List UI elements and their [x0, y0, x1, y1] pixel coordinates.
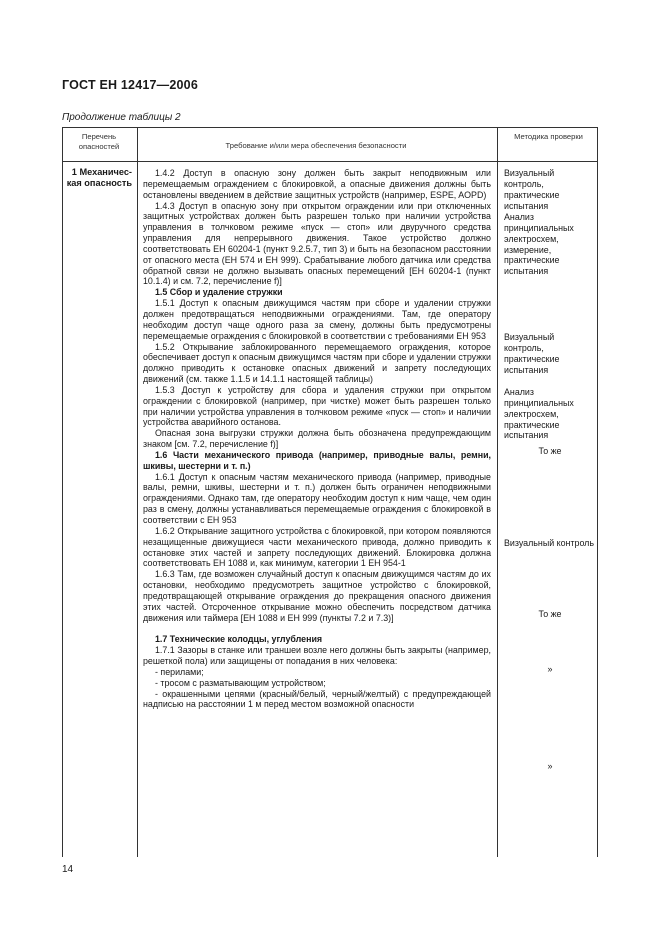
requirement-paragraph: 1.7.1 Зазоры в станке или траншеи возле него должны быть закрыты (например, решеткой пола) или защищены от попадания в них человека: — [143, 645, 491, 666]
hazard-table — [62, 127, 598, 857]
test-method-cell: » — [547, 761, 553, 771]
requirement-paragraph: 1.6.3 Там, где возможен случайный доступ к опасным движущимся частям до их остановки, необходимо предусмотреть защитное устройство с блокировкой, предотвращающей открывание ограждения до прекращения опасного движения этих частей. Отсроченное открывание можно обеспечить посредством датчика движения или таймера [ЕН 1088 и ЕН 999 (пункты 7.2 и 7.3)] — [143, 569, 491, 623]
document-title: ГОСТ ЕН 12417—2006 — [62, 78, 198, 92]
table-header-divider — [62, 161, 598, 162]
requirement-paragraph: 1.5.3 Доступ к устройству для сбора и удаления стружки при открытом ограждении с блокировкой (например, при чистке) может быть разрешен только при наличии устройства управления в толчковом режиме «пуск — стоп» и наличии устройства аварийного останова. — [143, 384, 491, 428]
spacer — [143, 623, 491, 634]
requirement-paragraph: - тросом с разматывающим устройством; — [155, 677, 326, 688]
requirement-paragraph: 1.4.3 Доступ в опасную зону при открытом ограждении или при отключенных защитных устройствах должен быть разрешен только при наличии устройства управления в толчковом режиме «пуск — стоп» или двуручного средства управления для непрерывного движения. Такое устройство должно соответствовать ЕН 60204-1 (пункт 9.2.5.7, тип 3) и быть на безопасном расстоянии от опасного места (ЕН 574 и ЕН 999). Срабатывание любого датчика или средства обратной связи не должно вызывать опасных перемещений [ЕН 60204-1 (пункт 10.1.4) и см. 7.2, перечисление f)] — [143, 200, 491, 287]
test-method-cell: » — [547, 664, 553, 674]
section-heading: 1.5 Сбор и удаление стружки — [155, 287, 283, 298]
section-heading: 1.6 Части механического привода (например, приводные валы, ремни, шкивы, шестерни и т. п.) — [143, 449, 491, 471]
test-method-cell: Визуальный контроль, практические испытания — [504, 168, 560, 211]
requirement-paragraph: Опасная зона выгрузки стружки должна быть обозначена предупреждающим знаком [см. 7.2, перечисление f)] — [143, 428, 491, 450]
section-heading: 1.7 Технические колодцы, углубления — [155, 634, 323, 645]
column-divider-2 — [497, 127, 498, 857]
requirement-paragraph: - перилами; — [155, 666, 204, 677]
table-top-border — [62, 127, 598, 128]
requirement-paragraph: 1.6.2 Открывание защитного устройства с блокировкой, при котором появляются незащищенные движущиеся части механического привода, должно приводить к остановке этих частей и запрету последующих движений. Блокировка должна соответствовать ЕН 1088 и, как минимум, категории 1 ЕН 954-1 — [143, 525, 491, 569]
header-test-method: Методика проверки — [514, 132, 583, 141]
test-method-cell: То же — [538, 609, 562, 619]
requirement-paragraph: 1.4.2 Доступ в опасную зону должен быть закрыт неподвижным или перемещаемым ограждением с блокировкой, а опасные движения должны быть остановлены введением в действие защитных устройств (например, ESPE, AOPD) — [143, 168, 491, 200]
table-left-border — [62, 127, 63, 857]
table-right-border — [597, 127, 598, 857]
header-hazard-list: Перечень опасностей — [78, 132, 120, 151]
test-method-cell: То же — [538, 446, 562, 456]
column-divider-1 — [137, 127, 138, 857]
test-method-cell: Анализ принципиальных электросхем, практические испытания — [504, 387, 574, 441]
requirement-paragraph: 1.5.1 Доступ к опасным движущимся частям при сборе и удалении стружки должен предотвращаться неподвижными ограждениями. Там, где оператору необходим доступ чаще одного раза за смену, должны быть предусмотрены перемещаемые ограждения с блокировкой в соответствии с требованиями ЕН 953 — [143, 298, 491, 341]
requirements-column — [143, 168, 491, 710]
requirement-paragraph: - окрашенными цепями (красный/белый, черный/желтый) с предупреждающей надписью на расстоянии 1 м перед местом возможной опасности — [143, 688, 491, 710]
requirement-paragraph: 1.6.1 Доступ к опасным частям механического привода (например, приводные валы, ремни, шкивы, шестерни и т. п.) должен быть ограничен неподвижными ограждениями. Однако там, где оператору необходим доступ к ним чаще, чем один раз в смену, должны устанавливаться перемещаемые ограждения с блокировкой в соответствии с ЕН 953 — [143, 471, 491, 525]
test-method-cell: Визуальный контроль, практические испытания — [504, 332, 560, 375]
header-requirement: Требование и/или мера обеспечения безопасности — [225, 141, 407, 150]
page-number: 14 — [62, 864, 74, 875]
test-method-cell: Визуальный контроль — [504, 538, 594, 548]
requirement-paragraph: 1.5.2 Открывание заблокированного перемещаемого ограждения, которое обеспечивает доступ к опасным движущимся частям при сборе и удалении стружки должно приводить к остановке опасных движений и запрету последующих движений (см. также 1.1.5 и 14.1.1 настоящей таблицы) — [143, 341, 491, 385]
hazard-name: 1 Механичес- кая опасность — [66, 167, 132, 188]
test-method-cell: Анализ принципиальных электросхем, измерение, практические испытания — [504, 212, 574, 277]
table-continuation-caption: Продолжение таблицы 2 — [62, 112, 181, 123]
